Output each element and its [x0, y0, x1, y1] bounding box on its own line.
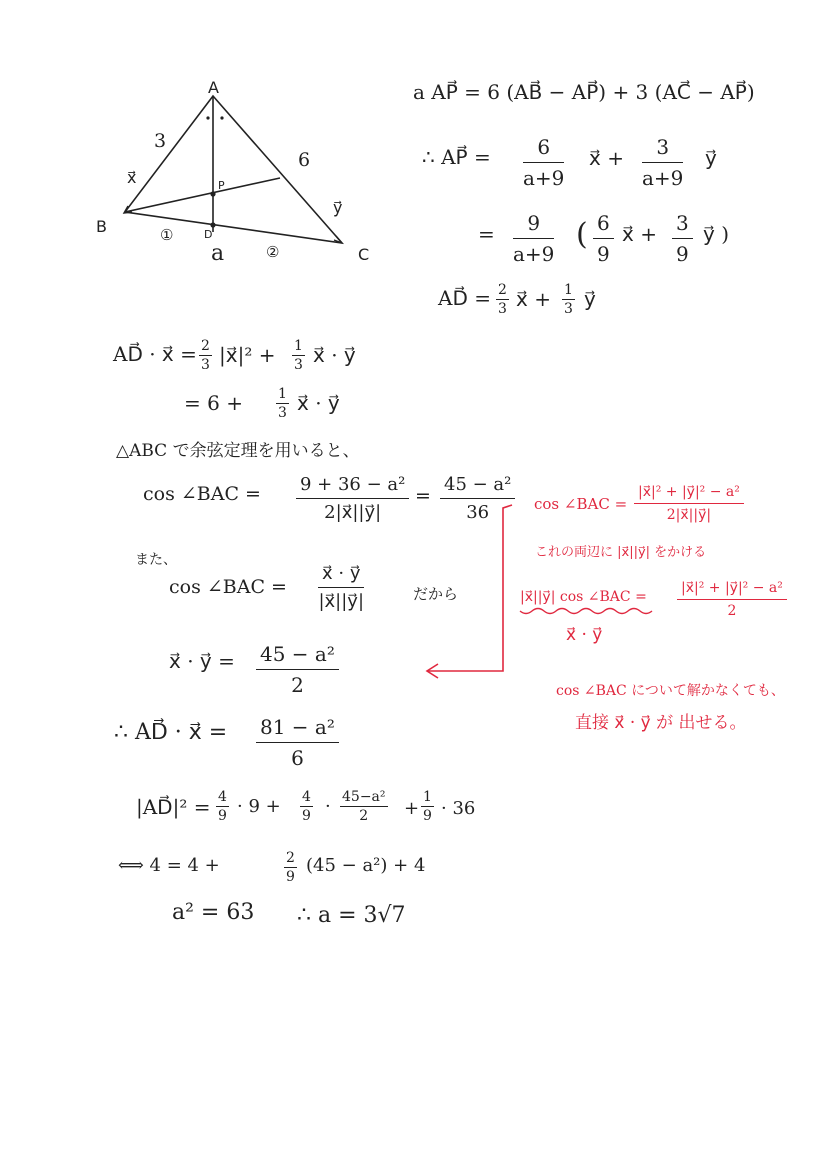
mata-text: また、 — [135, 552, 177, 568]
ap-frac-2: 3 a+9 — [642, 135, 684, 190]
m6-dakara: だから — [413, 585, 459, 603]
ad-y-term: y⃗ — [584, 287, 596, 311]
m1-lhs: AD⃗ · x⃗ = — [113, 342, 197, 366]
m7-lhs: x⃗ · y⃗ = — [169, 649, 235, 673]
point-p-label: P — [218, 179, 225, 192]
m6-frac: x⃗ · y⃗ |x⃗||y⃗| — [318, 563, 365, 612]
note-n4: x⃗ · y⃗ — [566, 625, 603, 645]
ad-frac-1: 2 3 — [498, 282, 507, 317]
segment-b-to-ac — [125, 178, 280, 212]
ap-eq2: = — [478, 222, 495, 246]
note-n2: これの両辺に |x⃗||y⃗| をかける — [535, 545, 707, 560]
point-d-label: D — [204, 228, 213, 241]
note-n3-lhs: |x⃗||y⃗| cos ∠BAC = — [520, 589, 647, 605]
note-n3-frac: |x⃗|² + |y⃗|² − a² 2 — [677, 580, 787, 619]
wavy-underline — [520, 609, 652, 614]
point-p — [210, 191, 215, 196]
arrow-head-x — [124, 206, 132, 213]
m4-eq: = — [415, 485, 431, 507]
note-n1-lhs: cos ∠BAC = — [534, 495, 628, 513]
m2-lhs: = 6 + — [184, 391, 243, 415]
side-ab-length: 3 — [154, 130, 167, 152]
ap-lhs: ∴ AP⃗ = — [422, 145, 491, 169]
ad-x-term: x⃗ + — [516, 287, 551, 311]
angle-mark-left — [206, 116, 209, 119]
ap-x-term: x⃗ + — [589, 146, 624, 170]
ap2-frac-in2: 3 9 — [672, 211, 693, 266]
ad-frac-2: 1 3 — [564, 282, 573, 317]
m9-lhs: |AD⃗|² = — [136, 795, 211, 819]
m2-frac: 1 3 — [278, 386, 287, 421]
point-d — [210, 222, 215, 227]
m7-frac: 45 − a² 2 — [256, 642, 339, 697]
m6-lhs: cos ∠BAC = — [169, 576, 287, 598]
m9-frac-1: 4 9 — [218, 789, 227, 824]
final-answer: ∴ a = 3√7 — [297, 903, 406, 928]
side-bc-length: a — [211, 241, 225, 266]
vertex-b-label: B — [96, 217, 107, 236]
note-n6: 直接 x⃗ · y⃗ が 出せる。 — [575, 713, 747, 733]
vector-equation: a AP⃗ = 6 (AB⃗ − AP⃗) + 3 (AC⃗ − AP⃗) — [413, 80, 755, 104]
ap2-frac-in1: 6 9 — [593, 211, 614, 266]
m10-end: (45 − a²) + 4 — [306, 855, 426, 876]
m9-frac-4: 1 9 — [423, 789, 432, 824]
m9-t4: · 36 — [441, 798, 476, 819]
m4-frac-1: 9 + 36 − a² 2|x⃗||y⃗| — [296, 474, 409, 523]
m10-lhs: ⟺ 4 = 4 + — [118, 855, 220, 876]
ap-y-term: y⃗ — [705, 146, 717, 170]
ratio-bd: ① — [160, 226, 174, 244]
vertex-a-label: A — [208, 78, 219, 97]
m10-frac: 2 9 — [286, 850, 295, 885]
m4-lhs: cos ∠BAC = — [143, 483, 261, 505]
ap2-x-term: x⃗ + — [622, 222, 657, 246]
ap-frac-1: 6 a+9 — [523, 135, 565, 190]
m1-end: x⃗ · y⃗ — [313, 343, 356, 367]
m9-frac-3: 45−a² 2 — [342, 789, 386, 824]
a-squared-result: a² = 63 — [172, 900, 255, 925]
m1-frac-1: 2 3 — [201, 338, 210, 373]
vector-x-label: x⃗ — [127, 168, 137, 187]
m9-frac-2: 4 9 — [302, 789, 311, 824]
ap2-open-paren: ( — [576, 217, 588, 252]
side-ac-length: 6 — [298, 149, 311, 171]
note-n1-frac: |x⃗|² + |y⃗|² − a² 2|x⃗||y⃗| — [634, 484, 744, 523]
note-n5: cos ∠BAC について解かなくても、 — [556, 683, 785, 699]
m9-t1: · 9 + — [237, 796, 281, 817]
m4-frac-2: 45 − a² 36 — [440, 474, 515, 523]
ap2-frac-outer: 9 a+9 — [513, 211, 555, 266]
vector-y-label: y⃗ — [333, 198, 343, 217]
m1-frac-2: 1 3 — [294, 338, 303, 373]
ad-lhs: AD⃗ = — [438, 286, 491, 310]
angle-mark-right — [220, 116, 223, 119]
ap2-y-term: y⃗ ) — [703, 222, 729, 246]
ratio-dc: ② — [266, 243, 280, 261]
m8-frac: 81 − a² 6 — [256, 715, 339, 770]
m2-end: x⃗ · y⃗ — [297, 391, 340, 415]
vertex-c-label: C — [358, 245, 370, 264]
m9-dot: · — [325, 796, 331, 817]
m9-plus: + — [404, 798, 420, 819]
m1-mid: |x⃗|² + — [219, 343, 276, 367]
law-of-cosines-text: △ABC で余弦定理を用いると、 — [116, 441, 360, 461]
m8-lhs: ∴ AD⃗ · x⃗ = — [114, 720, 228, 745]
